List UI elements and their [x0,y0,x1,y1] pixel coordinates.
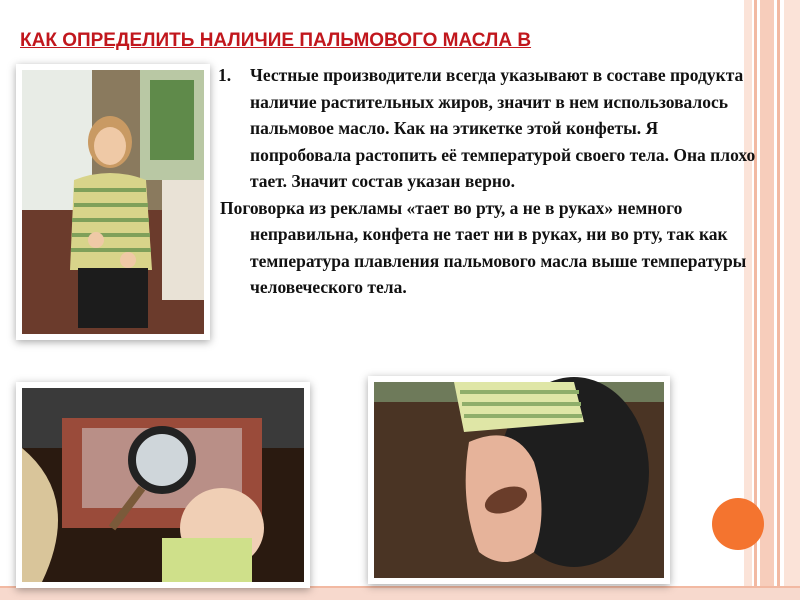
photo-girl-with-candy [16,64,210,340]
photo-candy-on-palm [368,376,670,584]
bottom-band [0,588,800,600]
points-list [216,62,756,195]
point-1-text: Честные производители всегда указывают в составе продукта наличие растительных жиров, значит в нем использовалось пальмовое масло. Как на этикетке этой конфеты. Я попробовала растопить её температурой своего тела. Она плохо тает. Значит состав указан верно. [250,65,756,191]
photo-magnifier-on-candy [16,382,310,588]
list-number: 1. [218,65,232,85]
paragraph-2: Поговорка из рекламы «тает во рту, а не в руках» немного неправильна, конфета не тает ни в руках, ни во рту, так как температура плавления пальмового масла выше температуры человеческого тела. [220,197,747,297]
slide-title: КАК ОПРЕДЕЛИТЬ НАЛИЧИЕ ПАЛЬМОВОГО МАСЛА В [20,30,532,51]
slide-body [216,62,756,301]
accent-circle [712,498,764,550]
list-item [216,62,756,195]
